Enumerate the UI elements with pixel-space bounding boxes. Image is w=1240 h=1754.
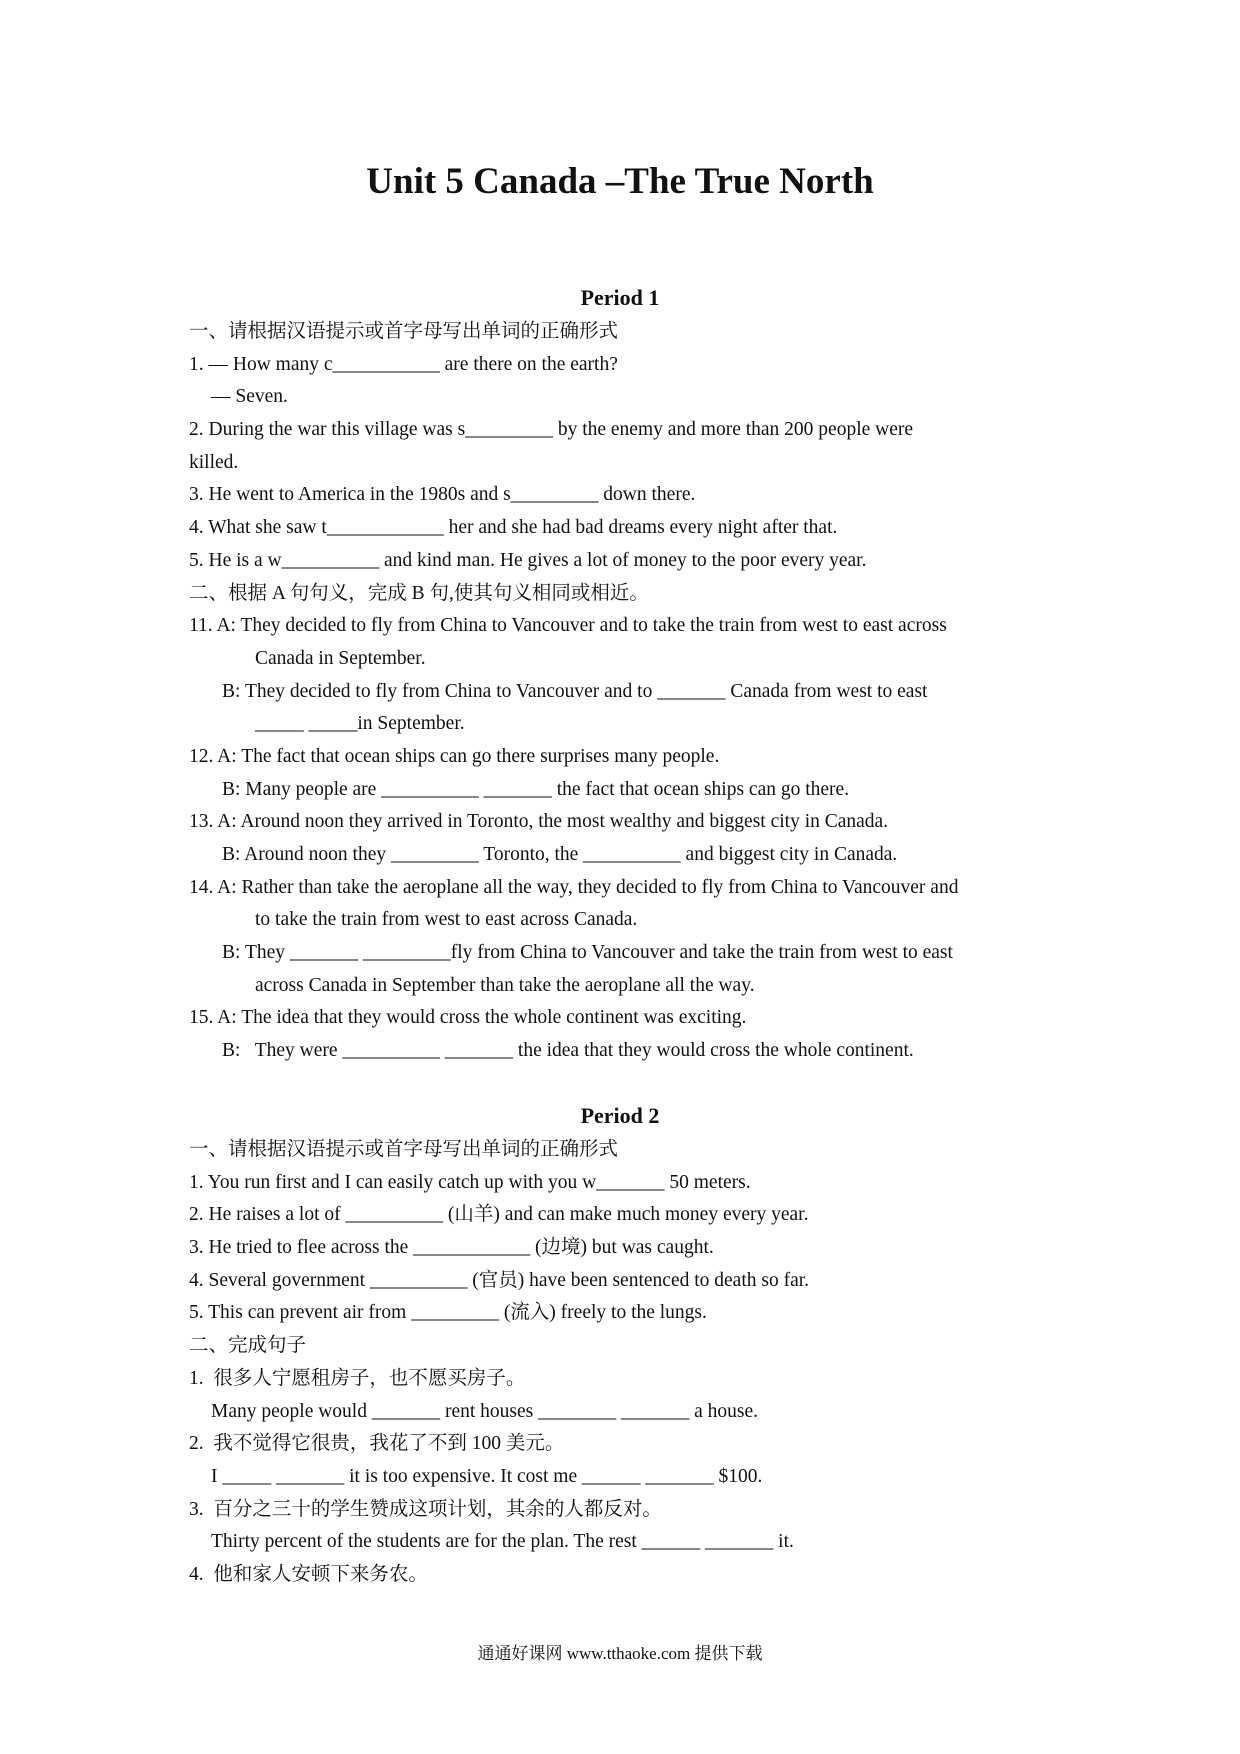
period-2-content bbox=[189, 1134, 1089, 1592]
exercise-line: 4. Several government __________ (官员) have been sentenced to death so far. bbox=[189, 1269, 810, 1291]
exercise-line: 5. This can prevent air from _________ (流入) freely to the lungs. bbox=[189, 1302, 707, 1324]
exercise-line: 11. A: They decided to fly from China to Vancouver and to take the train from west to east across bbox=[189, 615, 947, 637]
footer-source: 通通好课网 www.tthaoke.com 提供下载 bbox=[477, 1644, 763, 1663]
exercise-line: 3. He went to America in the 1980s and s_________ down there. bbox=[189, 484, 696, 506]
exercise-line: B: Many people are __________ _______ the fact that ocean ships can go there. bbox=[222, 778, 850, 800]
exercise-line: Canada in September. bbox=[255, 647, 426, 669]
exercise-line: 4. 他和家人安顿下来务农。 bbox=[189, 1563, 428, 1585]
exercise-line: B: They were __________ _______ the idea that they would cross the whole continent. bbox=[222, 1040, 914, 1062]
exercise-line: 1. 很多人宁愿租房子，也不愿买房子。 bbox=[189, 1367, 526, 1389]
section-title: 二、完成句子 bbox=[189, 1335, 307, 1357]
exercise-line: B: Around noon they _________ Toronto, the __________ and biggest city in Canada. bbox=[222, 844, 898, 865]
exercise-line: to take the train from west to east across Canada. bbox=[255, 909, 638, 931]
exercise-line: 15. A: The idea that they would cross the whole continent was exciting. bbox=[189, 1007, 747, 1029]
exercise-line: Many people would _______ rent houses ________ _______ a house. bbox=[211, 1400, 759, 1422]
exercise-line: 3. 百分之三十的学生赞成这项计划，其余的人都反对。 bbox=[189, 1498, 662, 1520]
exercise-line: 14. A: Rather than take the aeroplane all the way, they decided to fly from China to Vancouver and bbox=[189, 876, 959, 898]
page-title: Unit 5 Canada –The True North bbox=[366, 161, 874, 202]
exercise-line: 12. A: The fact that ocean ships can go there surprises many people. bbox=[189, 745, 720, 767]
exercise-line: 4. What she saw t____________ her and she had bad dreams every night after that. bbox=[189, 517, 838, 539]
exercise-line: 1. You run first and I can easily catch up with you w_______ 50 meters. bbox=[189, 1171, 751, 1193]
exercise-line: — Seven. bbox=[211, 386, 288, 408]
section-title: 一、请根据汉语提示或首字母写出单词的正确形式 bbox=[189, 1139, 619, 1160]
exercise-line: 13. A: Around noon they arrived in Toronto, the most wealthy and biggest city in Canada. bbox=[189, 811, 889, 833]
exercise-line: Thirty percent of the students are for the plan. The rest ______ _______ it. bbox=[211, 1531, 794, 1553]
section-title: 一、请根据汉语提示或首字母写出单词的正确形式 bbox=[189, 321, 619, 342]
exercise-line: 1. — How many c___________ are there on the earth? bbox=[189, 353, 618, 375]
exercise-line: 2. 我不觉得它很贵，我花了不到 100 美元。 bbox=[189, 1433, 565, 1455]
exercise-line: B: They decided to fly from China to Vancouver and to _______ Canada from west to east bbox=[222, 680, 928, 702]
exercise-line: across Canada in September than take the aeroplane all the way. bbox=[255, 974, 755, 996]
exercise-line: killed. bbox=[189, 451, 239, 473]
exercise-line: I _____ _______ it is too expensive. It cost me ______ _______ $100. bbox=[211, 1465, 763, 1487]
exercise-line: 5. He is a w__________ and kind man. He gives a lot of money to the poor every year. bbox=[189, 549, 867, 571]
exercise-line: 2. He raises a lot of __________ (山羊) and can make much money every year. bbox=[189, 1204, 809, 1226]
exercise-line: 2. During the war this village was s_________ by the enemy and more than 200 people were bbox=[189, 419, 914, 441]
period-2-heading: Period 2 bbox=[580, 1103, 660, 1128]
exercise-line: B: They _______ _________fly from China to Vancouver and take the train from west to east bbox=[222, 942, 953, 964]
period-1-heading: Period 1 bbox=[580, 285, 660, 310]
period-1-content bbox=[189, 316, 1089, 1068]
exercise-line: 3. He tried to flee across the ____________ (边境) but was caught. bbox=[189, 1237, 714, 1259]
exercise-line: _____ _____in September. bbox=[255, 713, 465, 735]
section-title: 二、根据 A 句句义，完成 B 句,使其句义相同或相近。 bbox=[189, 582, 649, 604]
